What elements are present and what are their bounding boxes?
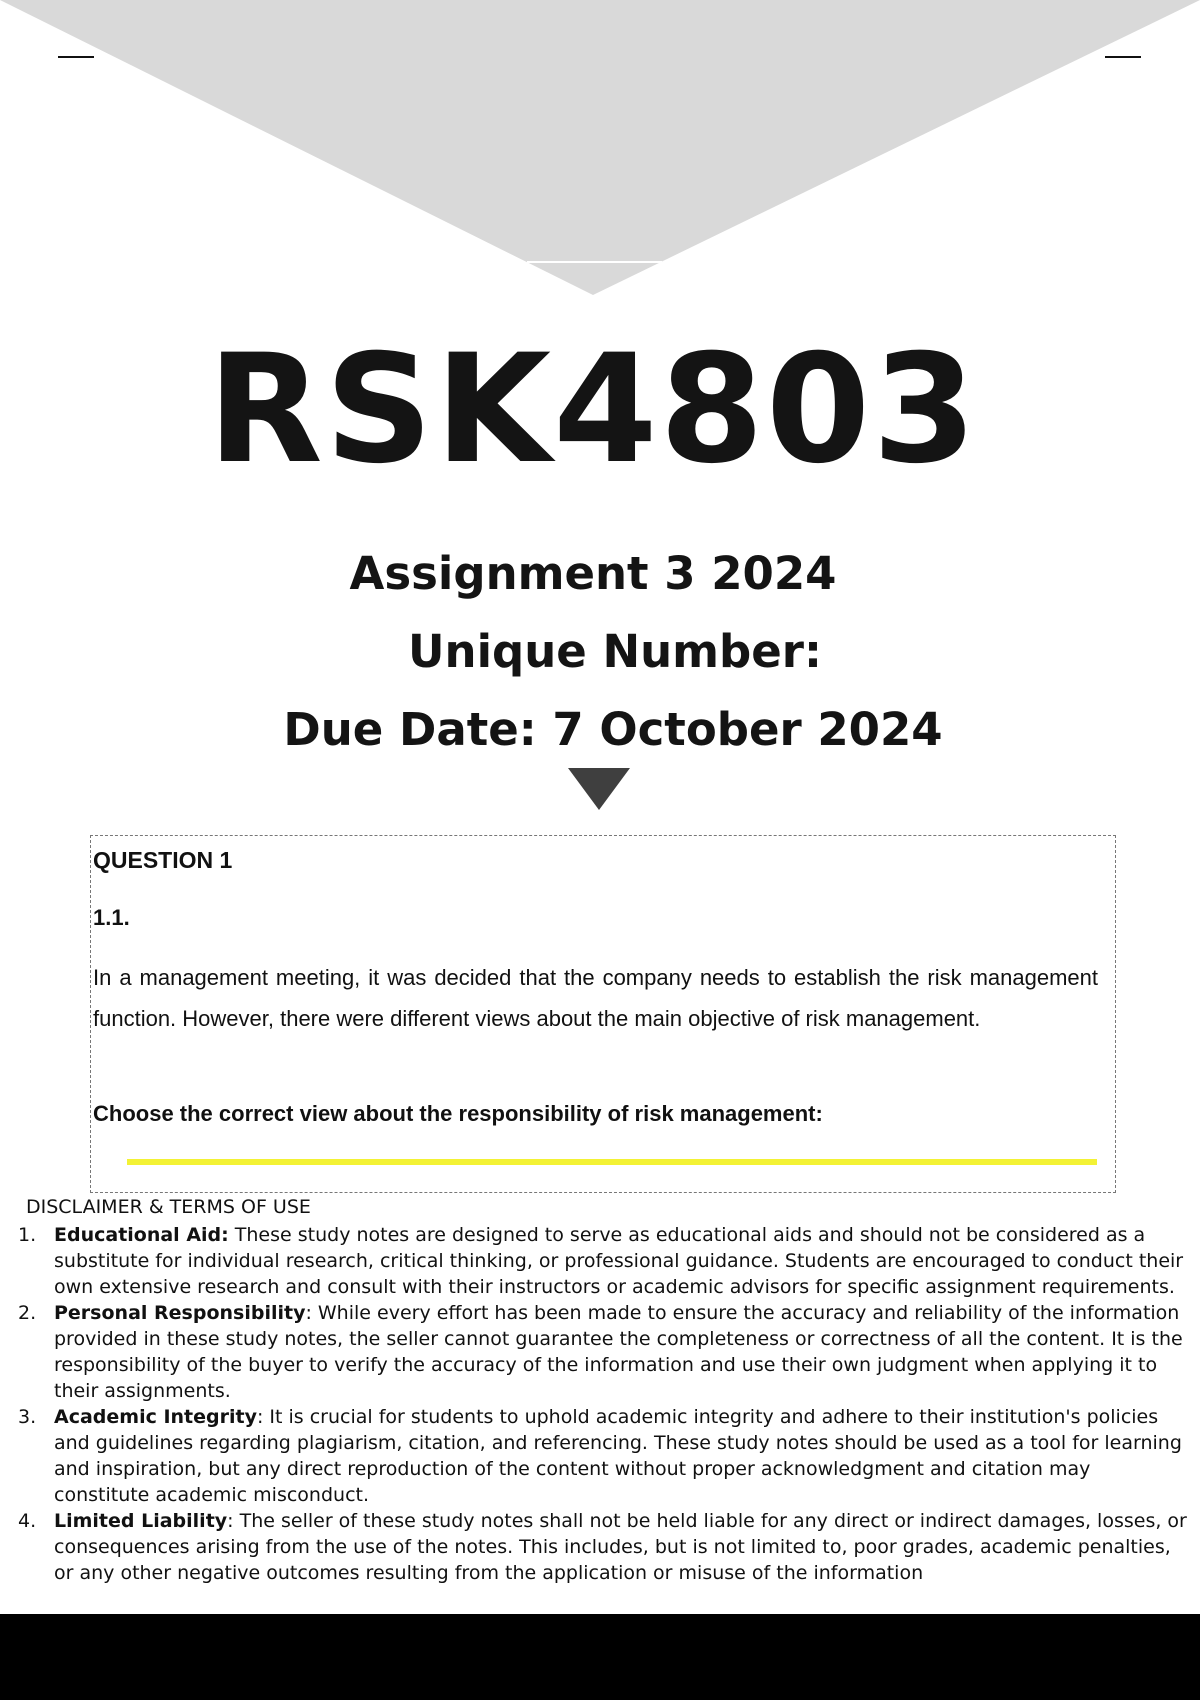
term-number: 4. <box>18 1510 37 1532</box>
term-number: 1. <box>18 1224 37 1246</box>
term-title: Personal Responsibility <box>54 1302 306 1324</box>
term-number: 2. <box>18 1302 37 1324</box>
list-item <box>0 1300 1200 1404</box>
term-text: : The seller of these study notes shall not be held liable for any direct or indirect damages, losses, or consequences arising from the use of the notes. This includes, but is not limited to, poor grades, academic penalties, or any other negative outcomes resulting from the application or misuse of the information <box>54 1510 1187 1584</box>
unique-number-label: Unique Number: <box>408 625 822 678</box>
corner-mark-right <box>1105 56 1141 58</box>
question-heading: QUESTION 1 <box>93 847 233 873</box>
term-title: Academic Integrity <box>54 1406 257 1428</box>
question-number: 1.1. <box>93 905 130 930</box>
term-text: : While every effort has been made to ensure the accuracy and reliability of the information provided in these study notes, the seller cannot guarantee the completeness or correctness of all the content. It is the responsibility of the buyer to verify the accuracy of the information and use their own judgment when applying it to their assignments. <box>54 1302 1183 1402</box>
top-chevron-banner <box>0 0 1200 300</box>
terms-list <box>0 1222 1200 1586</box>
term-title: Educational Aid: <box>54 1224 229 1246</box>
list-item <box>0 1404 1200 1508</box>
term-text: These study notes are designed to serve as educational aids and should not be considered as a substitute for individual research, critical thinking, or professional guidance. Students are encouraged to conduct their own extensive research and consult with their instructors or academic advisors for specific assignment requirements. <box>54 1224 1184 1298</box>
term-text: : It is crucial for students to uphold academic integrity and adhere to their institution's policies and guidelines regarding plagiarism, citation, and referencing. These study notes should be used as a tool for learning and inspiration, but any direct reproduction of the content without proper acknowledgment and citation may constitute academic misconduct. <box>54 1406 1182 1506</box>
term-number: 3. <box>18 1406 37 1428</box>
question-preview-box <box>90 835 1116 1193</box>
disclaimer-title: DISCLAIMER & TERMS OF USE <box>26 1196 311 1218</box>
bottom-black-bar <box>0 1614 1200 1700</box>
list-item <box>0 1222 1200 1300</box>
corner-mark-left <box>58 56 94 58</box>
cropped-answer-line <box>161 1165 1091 1183</box>
question-body: In a management meeting, it was decided that the company needs to establish the risk management function. However, there were different views about the main objective of risk management. <box>93 965 1098 1031</box>
course-code-title: RSK4803 <box>207 323 979 497</box>
assignment-title: Assignment 3 2024 <box>349 547 837 600</box>
term-title: Limited Liability <box>54 1510 228 1532</box>
disclaimer-section <box>0 1192 1200 1612</box>
due-date-label: Due Date: 7 October 2024 <box>283 703 943 756</box>
list-item <box>0 1508 1200 1586</box>
down-arrow-icon <box>568 768 630 810</box>
question-instruction: Choose the correct view about the responsibility of risk management: <box>93 1101 823 1126</box>
